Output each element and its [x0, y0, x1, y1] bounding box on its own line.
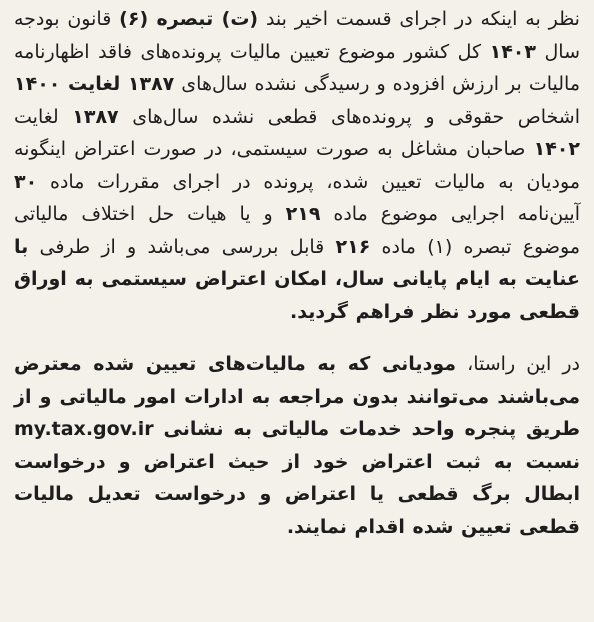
p1-year: ۱۴۰۲ — [533, 138, 580, 160]
p1-text: قانون بودجه سال — [14, 8, 580, 63]
p2-highlight: مودیانی که به مالیات‌های تعیین شده معترض می‌باشند می‌توانند بدون مراجعه به ادارات امور مالیاتی و از طریق پنجره واحد خدمات مالیاتی به نشانی — [14, 353, 580, 440]
p1-text: اشخاص حقوقی و پرونده‌های قطعی نشده سال‌های — [118, 105, 581, 128]
tax-portal-url: my.tax.gov.ir — [14, 418, 154, 440]
p1-text: آیین‌نامه اجرایی موضوع ماده — [320, 203, 580, 225]
p1-article-number: ۲۱۹ — [285, 203, 321, 225]
p1-article-number: ۳۰ — [14, 170, 38, 193]
p1-text: نظر به اینکه در اجرای قسمت اخیر بند — [258, 8, 580, 30]
p1-article-number: ۲۱۶ — [335, 235, 371, 258]
p1-clause-ref: (ت) تبصره (۶) — [119, 8, 259, 30]
p1-year: ۱۳۸۷ — [72, 105, 119, 128]
p1-text: لغایت — [14, 105, 73, 128]
paragraph-1 — [14, 3, 580, 328]
p1-year-range: ۱۳۸۷ لغایت ۱۴۰۰ — [14, 73, 175, 95]
p1-text: کل کشور موضوع تعیین مالیات پرونده‌های فاقد اظهارنامه مالیات بر ارزش افزوده و رسیدگی نشده سال‌های — [14, 40, 580, 95]
paragraph-2 — [14, 348, 580, 543]
p1-text: قابل بررسی می‌باشد و از طرفی — [28, 235, 336, 258]
p1-year: ۱۴۰۳ — [489, 40, 536, 63]
p1-text: صاحبان مشاغل به صورت سیستمی، در صورت اعتراض اینگونه مودیان به مالیات تعیین شده، پرونده در اجرای مقررات ماده — [14, 138, 580, 193]
p1-highlight: با عنایت به ایام پایانی سال، امکان اعتراض سیستمی به اوراق قطعی مورد نظر فراهم گردید. — [14, 235, 580, 323]
p1-text: و یا هیات حل اختلاف مالیاتی موضوع تبصره (۱) ماده — [14, 203, 580, 258]
paragraph-gap — [14, 328, 580, 348]
p2-text: در این راستا، — [456, 353, 580, 375]
p2-highlight: نسبت به ثبت اعتراض خود از حیث اعتراض و درخواست ابطال برگ قطعی یا اعتراض و درخواست تعدیل مالیات قطعی تعیین شده اقدام نمایند. — [14, 450, 580, 538]
